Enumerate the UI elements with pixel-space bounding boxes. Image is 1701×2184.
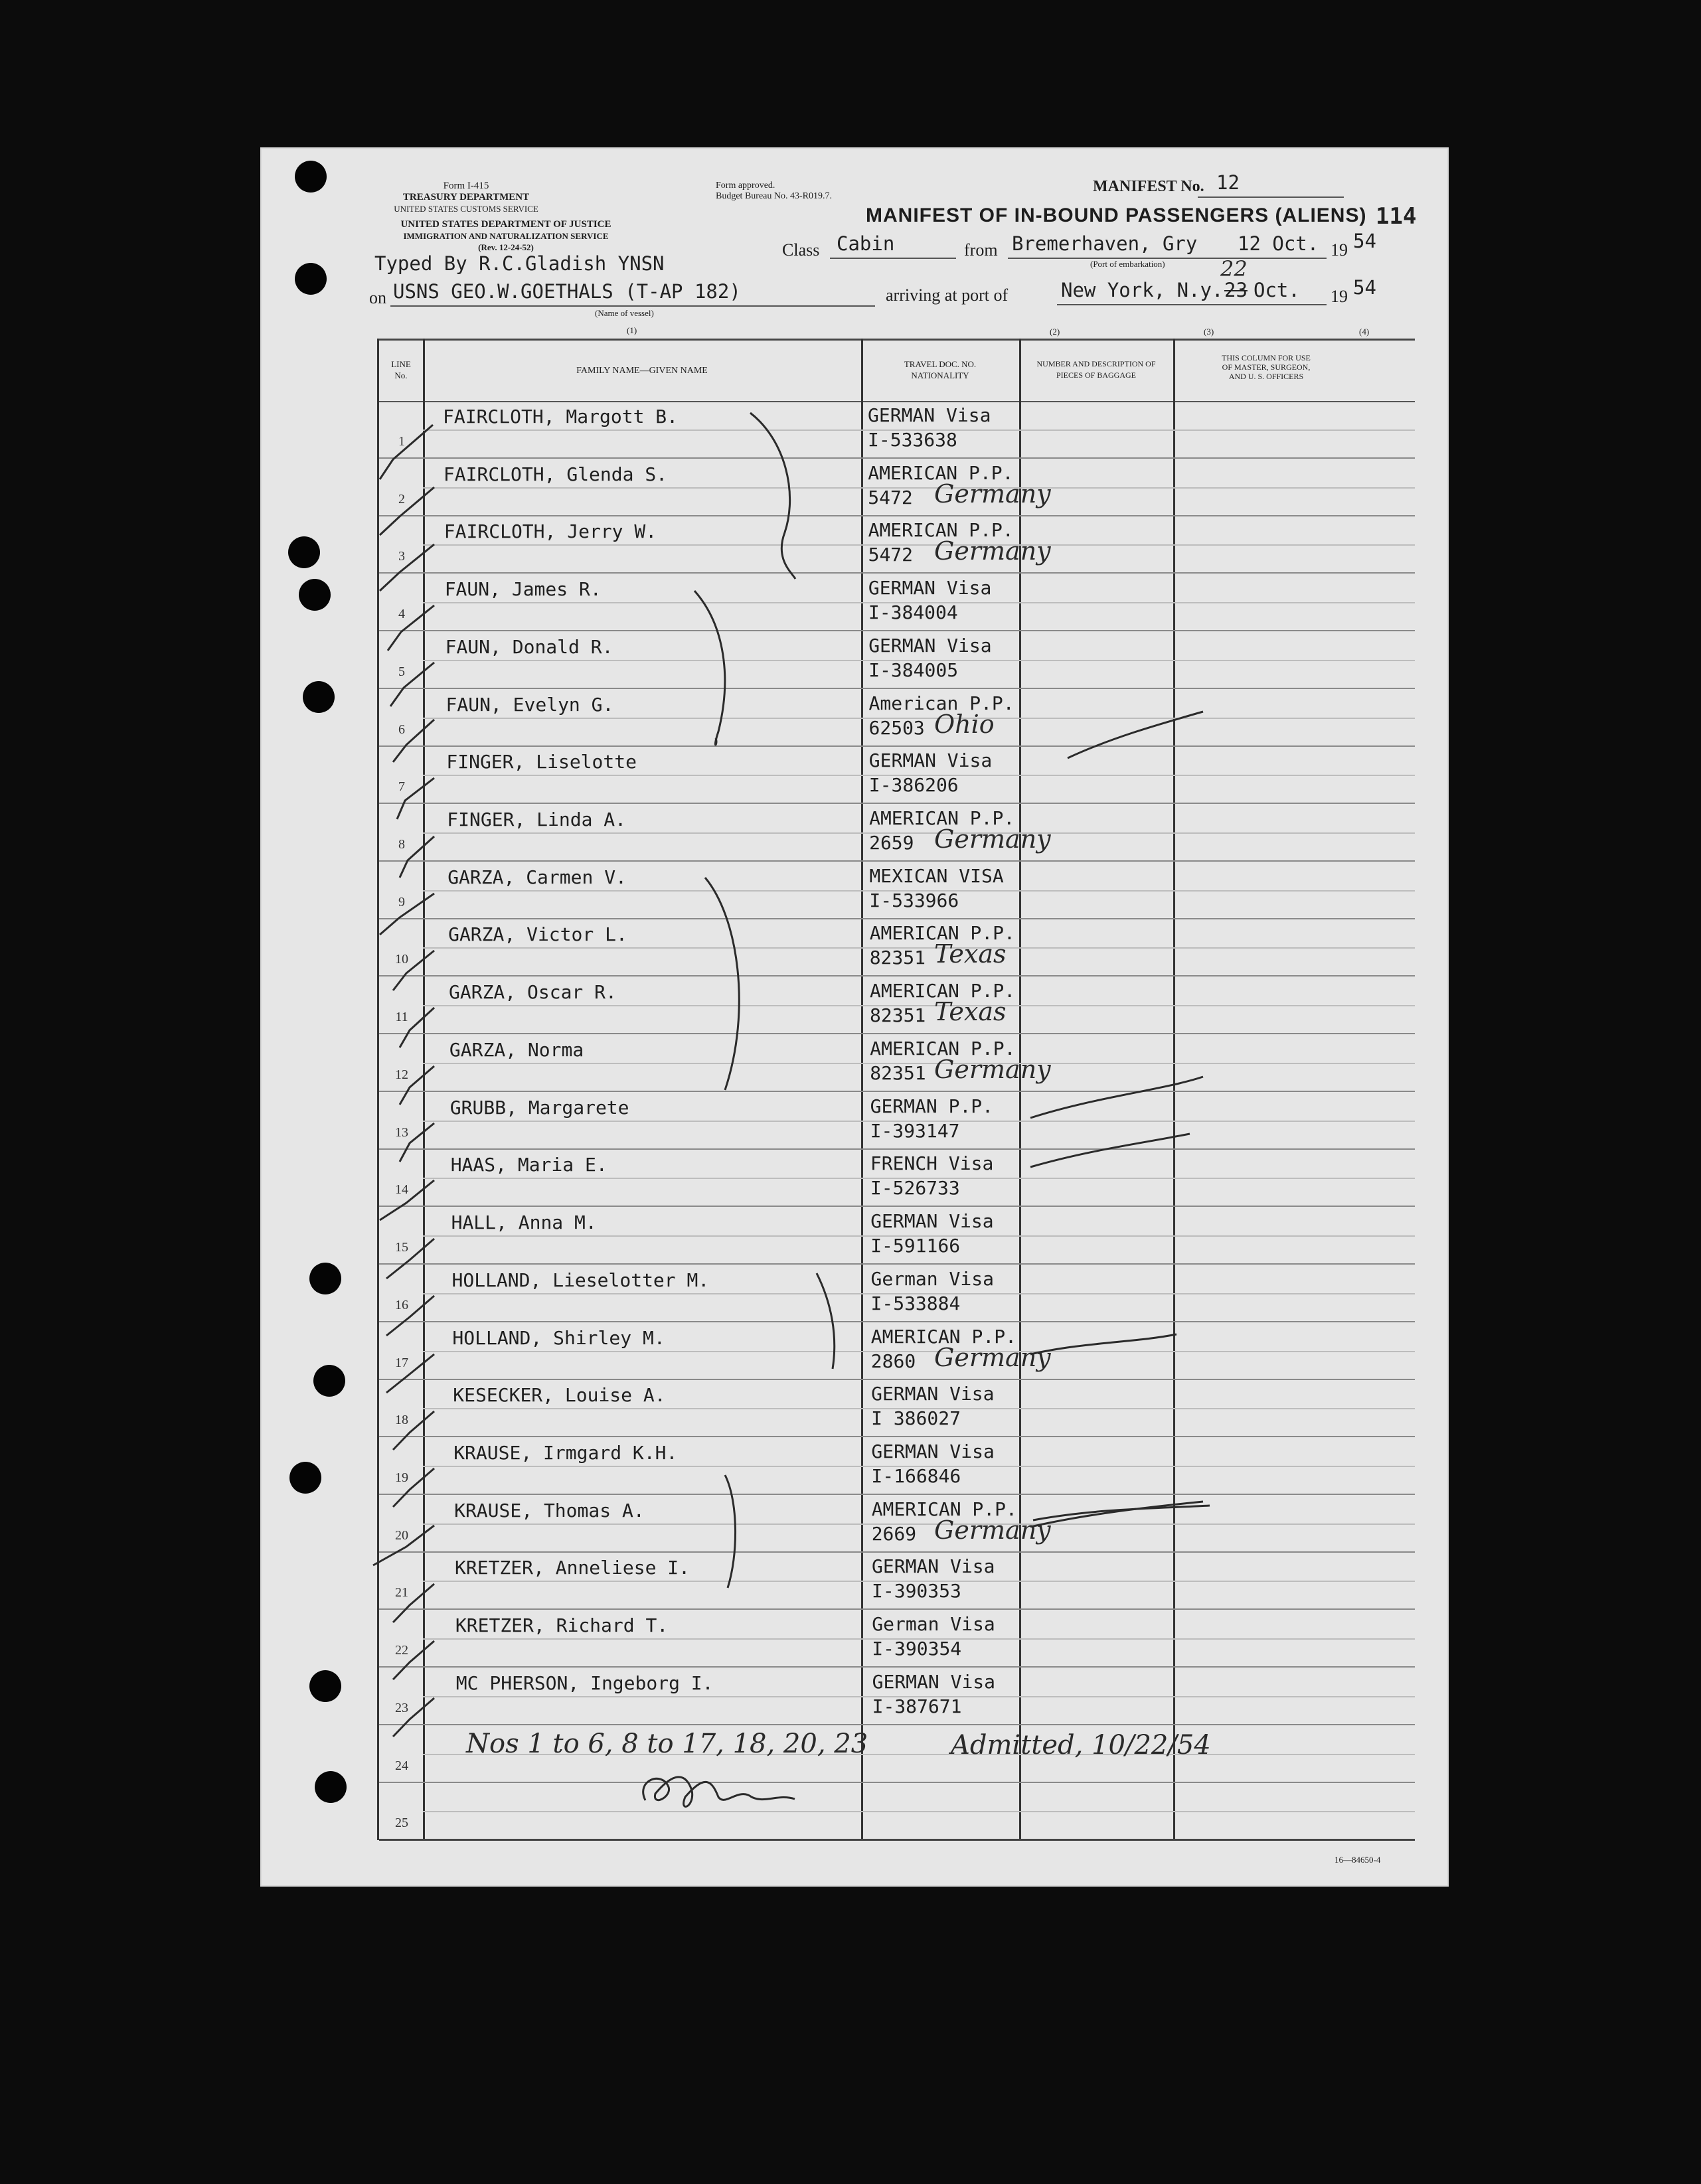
manifest-number-label: MANIFEST No. [1093,178,1204,195]
passenger-name: FAIRCLOTH, Glenda S. [443,463,668,485]
travel-doc-number: I-384005 [868,659,959,681]
arrival-port: New York, N.y. [1061,279,1224,301]
line-number: 7 [398,779,405,794]
passenger-name: GARZA, Oscar R. [449,981,617,1003]
line-number: 18 [395,1413,408,1427]
manifest-number: 12 [1216,171,1240,194]
row-midline [423,1523,1415,1525]
header-line-no: LINE No. [391,359,411,380]
table-row [379,1552,1415,1610]
travel-doc-number: 5472 [868,487,913,508]
table-bottom-rule [379,1839,1415,1841]
handwritten-nationality: Germany [934,1055,1051,1084]
row-midline [423,544,1415,546]
table-row [379,746,1415,804]
passenger-name: FAIRCLOTH, Margott B. [443,406,679,428]
table-row [379,1034,1415,1092]
travel-doc-type: GERMAN Visa [870,1210,994,1232]
header-official-use: THIS COLUMN FOR USE OF MASTER, SURGEON, AND U. S. OFFICERS [1222,353,1311,381]
column-number-3: (3) [1204,327,1214,337]
travel-doc-type: GERMAN Visa [872,1671,996,1693]
passenger-name: KRAUSE, Thomas A. [454,1500,645,1521]
manifest-title: MANIFEST OF IN-BOUND PASSENGERS (ALIENS) [866,204,1367,226]
arrival-day-struck: 23 [1224,279,1248,301]
binder-hole [313,1365,345,1397]
handwritten-nationality: Germany [934,536,1051,566]
travel-doc-type: German Visa [870,1268,994,1290]
line-number: 17 [395,1356,408,1370]
line-number: 23 [395,1701,408,1715]
binder-hole [295,263,327,295]
travel-doc-type: GERMAN Visa [868,577,992,599]
travel-doc-type: GERMAN Visa [868,404,991,426]
passenger-name: HAAS, Maria E. [450,1154,608,1176]
passenger-rows [379,401,1415,1840]
travel-doc-type: GERMAN Visa [871,1441,995,1462]
handwritten-admitted-stamp: Admitted, 10/22/54 [951,1730,1211,1760]
travel-doc-number: I 386027 [871,1407,961,1429]
handwritten-nationality: Germany [934,1516,1051,1545]
table-row [379,919,1415,976]
travel-doc-number: 5472 [868,544,914,566]
travel-doc-number: I-390353 [872,1580,961,1602]
travel-doc-number: I-386206 [868,774,959,796]
table-row [379,1207,1415,1265]
inspector-signature [632,1767,805,1820]
table-row [379,631,1415,689]
line-number: 13 [395,1125,408,1140]
table-row [379,516,1415,574]
line-number: 14 [395,1182,408,1197]
travel-doc-number: I-390354 [872,1638,962,1660]
travel-doc-number: 2860 [870,1350,916,1372]
column-number-4: (4) [1359,327,1370,337]
travel-doc-number: I-591166 [870,1235,961,1257]
binder-hole [295,161,327,193]
table-row [379,1149,1415,1207]
form-id-block: Form I-415 TREASURY DEPARTMENT UNITED STATES CUSTOMS SERVICE [394,181,538,214]
handwritten-nationality: Texas [934,997,1007,1026]
passenger-name: FAIRCLOTH, Jerry W. [444,520,657,542]
vessel-caption: (Name of vessel) [595,308,654,318]
handwritten-nationality: Ohio [934,710,995,739]
line-number: 3 [398,549,405,564]
passenger-name: HOLLAND, Shirley M. [452,1327,665,1349]
passenger-name: GARZA, Victor L. [448,923,627,945]
travel-doc-type: AMERICAN P.P. [871,1498,1017,1520]
travel-doc-number: I-387671 [872,1695,962,1717]
departure-year: 54 [1353,230,1376,252]
line-number: 10 [395,952,408,967]
from-label: from [964,240,998,260]
table-row [379,1437,1415,1495]
travel-doc-number: 2659 [869,832,914,854]
passenger-name: HOLLAND, Lieselotter M. [451,1269,710,1291]
table-row [379,459,1415,516]
travel-doc-type: FRENCH Visa [870,1152,994,1174]
arriving-label: arriving at port of [886,285,1009,305]
table-row [379,1610,1415,1668]
arrival-day-corrected: 22 [1220,256,1248,281]
row-midline [423,1811,1415,1812]
travel-doc-number: 82351 [869,947,926,969]
travel-doc-number: 2669 [871,1523,917,1545]
vessel-column-number: (1) [627,325,637,335]
line-number: 25 [395,1816,408,1830]
travel-doc-type: MEXICAN VISA [869,865,1004,887]
arrival-year: 54 [1353,276,1376,299]
binder-hole [289,1462,321,1494]
print-code: 16—84650-4 [1335,1855,1381,1865]
passenger-name: FINGER, Liselotte [446,751,637,773]
row-midline [423,1351,1415,1352]
line-number: 11 [395,1010,408,1024]
travel-doc-number: I-533966 [869,890,959,911]
travel-doc-number: I-526733 [870,1177,960,1199]
travel-doc-type: American P.P. [868,692,1014,714]
line-number: 8 [398,837,405,852]
table-row [379,401,1415,459]
page-number: 114 [1376,203,1417,230]
line-number: 19 [395,1470,408,1485]
line-number: 4 [398,607,405,621]
travel-doc-number: I-533638 [868,429,957,451]
travel-doc-type: GERMAN Visa [868,635,992,657]
table-row [379,689,1415,747]
travel-doc-number: 82351 [870,1062,926,1084]
travel-doc-type: GERMAN Visa [872,1555,995,1577]
passenger-table [377,327,1415,1840]
binder-hole [299,579,331,611]
line-number: 5 [398,664,405,679]
table-row [379,862,1415,919]
departure-date: 12 Oct. [1238,232,1319,255]
travel-doc-number: 82351 [870,1004,926,1026]
row-midline [423,832,1415,834]
handwritten-admission-note: Nos 1 to 6, 8 to 17, 18, 20, 23 [466,1729,868,1759]
travel-doc-type: AMERICAN P.P. [870,1038,1016,1059]
table-row [379,574,1415,631]
travel-doc-type: GERMAN Visa [868,749,993,771]
table-row [379,976,1415,1034]
class-label: Class [782,240,820,260]
travel-doc-number: 62503 [868,717,925,739]
passenger-name: FINGER, Linda A. [447,809,627,830]
table-row [379,1668,1415,1725]
vessel-name: USNS GEO.W.GOETHALS (T-AP 182) [393,280,741,303]
line-number: 21 [395,1585,408,1600]
table-row [379,1782,1415,1840]
passenger-name: GARZA, Carmen V. [447,866,627,888]
line-number: 22 [395,1643,408,1658]
class-value: Cabin [837,232,895,255]
line-number: 24 [395,1758,408,1773]
from-underline [1008,258,1327,259]
travel-doc-type: AMERICAN P.P. [869,807,1015,829]
line-number: 9 [398,895,405,909]
passenger-name: KRETZER, Richard T. [455,1614,669,1636]
travel-doc-type: AMERICAN P.P. [868,519,1014,541]
travel-doc-number: I-533884 [870,1292,961,1314]
arrival-year-prefix: 19 [1331,287,1348,306]
header-family-name: FAMILY NAME—GIVEN NAME [576,366,708,376]
line-number: 12 [395,1067,408,1082]
travel-doc-number: I-393147 [870,1120,960,1142]
handwritten-nationality: Germany [934,479,1051,508]
table-row [379,1265,1415,1322]
passenger-name: FAUN, Donald R. [445,636,613,658]
header-baggage: NUMBER AND DESCRIPTION OF PIECES OF BAGGAGE [1036,359,1156,380]
travel-doc-type: GERMAN Visa [871,1383,995,1405]
travel-doc-type: AMERICAN P.P. [870,980,1016,1002]
binder-hole [309,1670,341,1702]
line-number: 2 [398,492,405,507]
row-midline [423,487,1415,489]
handwritten-nationality: Germany [934,824,1051,854]
table-top-rule [379,339,1415,341]
travel-doc-type: German Visa [872,1613,995,1635]
handwritten-nationality: Germany [934,1343,1051,1372]
arrival-month: Oct. [1254,279,1300,301]
vessel-underline [390,305,875,307]
on-label: on [369,288,386,307]
arrival-underline [1057,304,1327,305]
typed-by: Typed By R.C.Gladish YNSN [374,252,665,275]
travel-doc-type: AMERICAN P.P. [869,922,1015,944]
header-travel-doc: TRAVEL DOC. NO. NATIONALITY [904,359,977,380]
table-row [379,1379,1415,1437]
passenger-name: KRAUSE, Irmgard K.H. [453,1442,678,1464]
approval-block: Form approved. Budget Bureau No. 43-R019.7. [716,181,832,201]
line-number: 20 [395,1528,408,1543]
department-block: UNITED STATES DEPARTMENT OF JUSTICE IMMIGRATION AND NATURALIZATION SERVICE (Rev. 12-24-52) [400,219,611,252]
travel-doc-type: AMERICAN P.P. [870,1326,1016,1348]
handwritten-nationality: Texas [934,939,1007,969]
table-row [379,1495,1415,1553]
column-number-2: (2) [1050,327,1060,337]
table-row [379,804,1415,862]
line-number: 6 [398,722,405,737]
table-row [379,1322,1415,1380]
binder-hole [288,536,320,568]
embarkation-port: Bremerhaven, Gry [1012,232,1198,255]
passenger-name: FAUN, James R. [444,578,602,600]
binder-hole [303,681,335,713]
passenger-name: GRUBB, Margarete [449,1097,629,1119]
manifest-page [260,147,1449,1887]
passenger-name: HALL, Anna M. [451,1211,597,1233]
binder-hole [315,1771,347,1803]
port-caption: (Port of embarkation) [1090,259,1165,269]
line-number: 15 [395,1240,408,1255]
passenger-name: KRETZER, Anneliese I. [455,1557,690,1579]
passenger-name: GARZA, Norma [449,1039,584,1061]
passenger-name: FAUN, Evelyn G. [446,694,614,716]
travel-doc-number: I-166846 [871,1465,961,1487]
travel-doc-number: I-384004 [868,601,958,623]
departure-year-prefix: 19 [1331,240,1348,260]
line-number: 1 [398,434,405,449]
manifest-number-underline [1198,196,1344,198]
binder-hole [309,1263,341,1294]
table-row [379,1092,1415,1150]
travel-doc-type: GERMAN P.P. [870,1095,994,1117]
travel-doc-type: AMERICAN P.P. [868,462,1014,484]
class-underline [830,258,956,259]
passenger-name: MC PHERSON, Ingeborg I. [455,1672,714,1694]
line-number: 16 [395,1298,408,1312]
passenger-name: KESECKER, Louise A. [453,1384,666,1406]
